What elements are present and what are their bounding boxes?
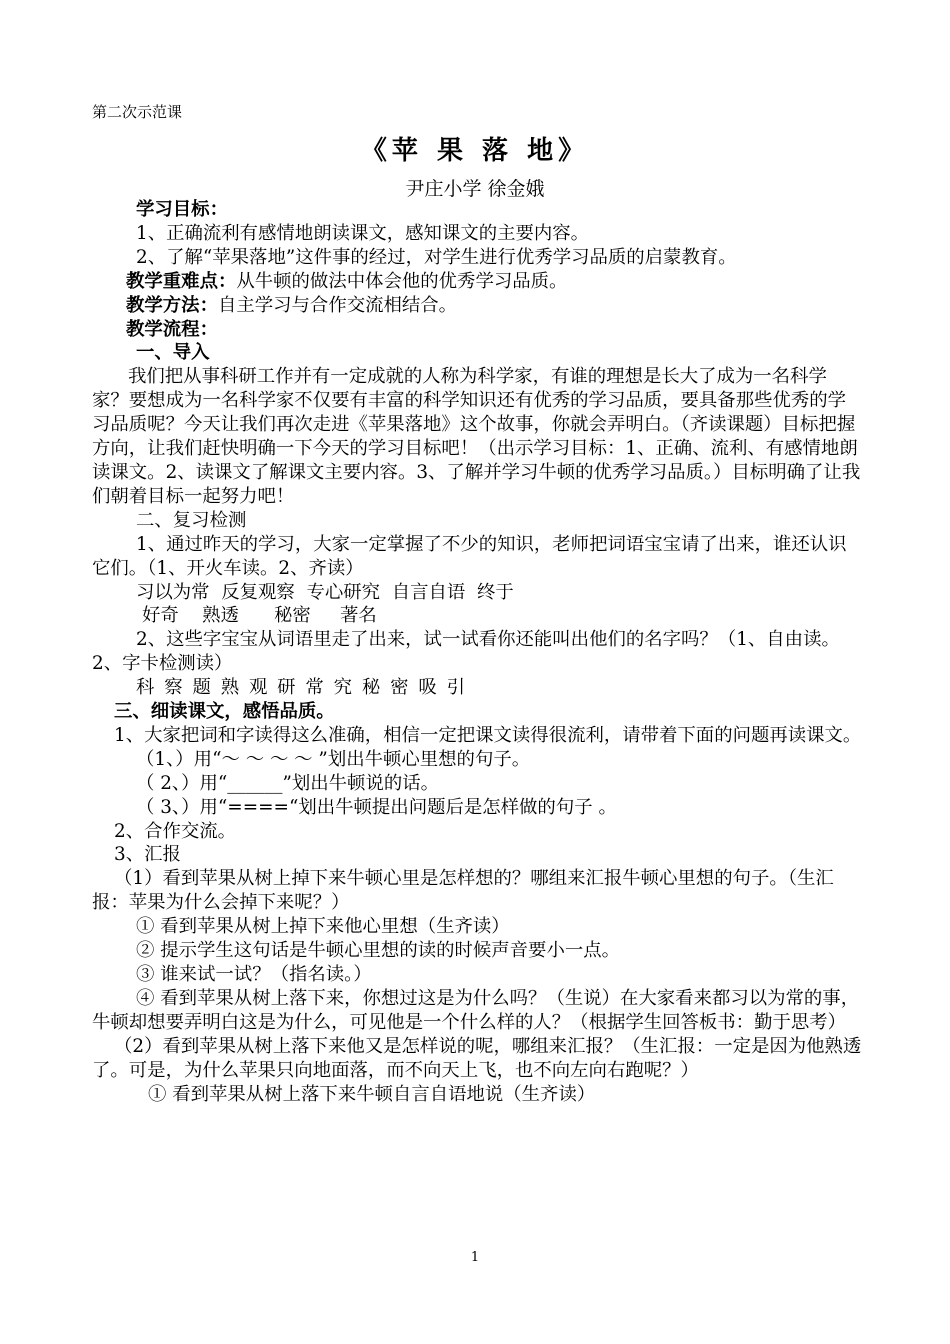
process-heading: 教学流程： xyxy=(126,318,218,340)
objective-1: 1、正确流利有感情地朗读课文，感知课文的主要内容。 xyxy=(136,222,590,244)
report-item-3: ③ 谁来试一试？（指名读。） xyxy=(136,964,372,985)
section-3-heading: 三、细读课文，感悟品质。 xyxy=(114,701,335,723)
page-title: 《苹 果 落 地》 xyxy=(360,136,590,166)
lesson-note: 第二次示范课 xyxy=(92,103,183,121)
report-item-2: ② 提示学生这句话是牛顿心里想的读的时候声音要小一点。 xyxy=(136,940,621,962)
task-2: （ 2、）用“______”划出牛顿说的话。 xyxy=(136,772,440,794)
section-2-heading: 二、复习检测 xyxy=(136,509,247,531)
section-1-heading: 一、导入 xyxy=(136,342,210,364)
intro-paragraph: 我们把从事科研工作并有一定成就的人称为科学家，有谁的理想是长大了成为一名科学家？要想成为一名科学家不仅要有丰富的科学知识还有优秀的学习品质，要具备那些优秀的学习品质呢？今天让我们再次走进《苹果落地》这个故事，你就会弄明白。（齐读课题）目标把握方向，让我们赶快明确一下今天的学习目标吧！（出示学习目标：1、正确、流利、有感情地朗读课文。2、读课文了解课文主要内容。3、了解并学习牛顿的优秀学习品质。）目标明确了让我们朝着目标一起努力吧！ xyxy=(92,366,861,507)
key-points: 教学重难点：从牛顿的做法中体会他的优秀学习品质。 xyxy=(126,270,568,292)
report-paragraph-2: （2）看到苹果从树上落下来他又是怎样说的呢，哪组来汇报？（生汇报：一定是因为他熟透了。可是，为什么苹果只向地面落，而不向天上飞，也不向左向右跑呢？） xyxy=(92,1035,862,1081)
task-1: （1、）用“～ ～ ～ ～ ”划出牛顿心里想的句子。 xyxy=(136,748,531,770)
report-item-4: ④ 看到苹果从树上落下来，你想过这是为什么吗？（生说）在大家看来都习以为常的事，牛顿却想要弄明白这是为什么，可见他是一个什么样的人？（根据学生回答板书：勤于思考） xyxy=(92,987,860,1033)
report-paragraph-1: （1）看到苹果从树上掉下来牛顿心里是怎样想的？哪组来汇报牛顿心里想的句子。（生汇报：苹果为什么会掉下来呢？） xyxy=(92,868,834,914)
document-body xyxy=(92,198,862,1106)
report-item-1: ① 看到苹果从树上掉下来他心里想（生齐读） xyxy=(136,916,510,938)
page-number: 1 xyxy=(470,1250,480,1265)
report-item-5: ① 看到苹果从树上落下来牛顿自言自语地说（生齐读） xyxy=(148,1083,596,1105)
review-paragraph-1: 1、通过昨天的学习，大家一定掌握了不少的知识，老师把词语宝宝请了出来，谁还认识它们。（1、开火车读。2、齐读） xyxy=(92,533,847,579)
objective-2: 2、了解“苹果落地”这件事的经过，对学生进行优秀学习品质的启蒙教育。 xyxy=(136,246,737,268)
author-line: 尹庄小学 徐金娥 xyxy=(405,178,545,200)
character-list: 科 察 题 熟 观 研 常 究 秘 密 吸 引 xyxy=(136,677,467,699)
word-list-2: 好奇 熟透 秘密 著名 xyxy=(142,605,377,627)
step-cooperate: 2、合作交流。 xyxy=(114,820,237,842)
review-paragraph-2: 2、这些字宝宝从词语里走了出来，试一试看你还能叫出他们的名字吗？（1、自由读。2、字卡检测读） xyxy=(92,629,840,675)
teaching-method: 教学方法：自主学习与合作交流相结合。 xyxy=(126,294,458,316)
task-3: （ 3、）用“====“划出牛顿提出问题后是怎样做的句子 。 xyxy=(136,796,617,818)
reading-paragraph: 1、大家把词和字读得这么准确，相信一定把课文读得很流利，请带着下面的问题再读课文。 xyxy=(114,724,862,746)
objectives-heading: 学习目标： xyxy=(136,199,228,220)
step-report: 3、汇报 xyxy=(114,844,181,866)
word-list-1: 习以为常 反复观察 专心研究 自言自语 终于 xyxy=(136,581,514,603)
